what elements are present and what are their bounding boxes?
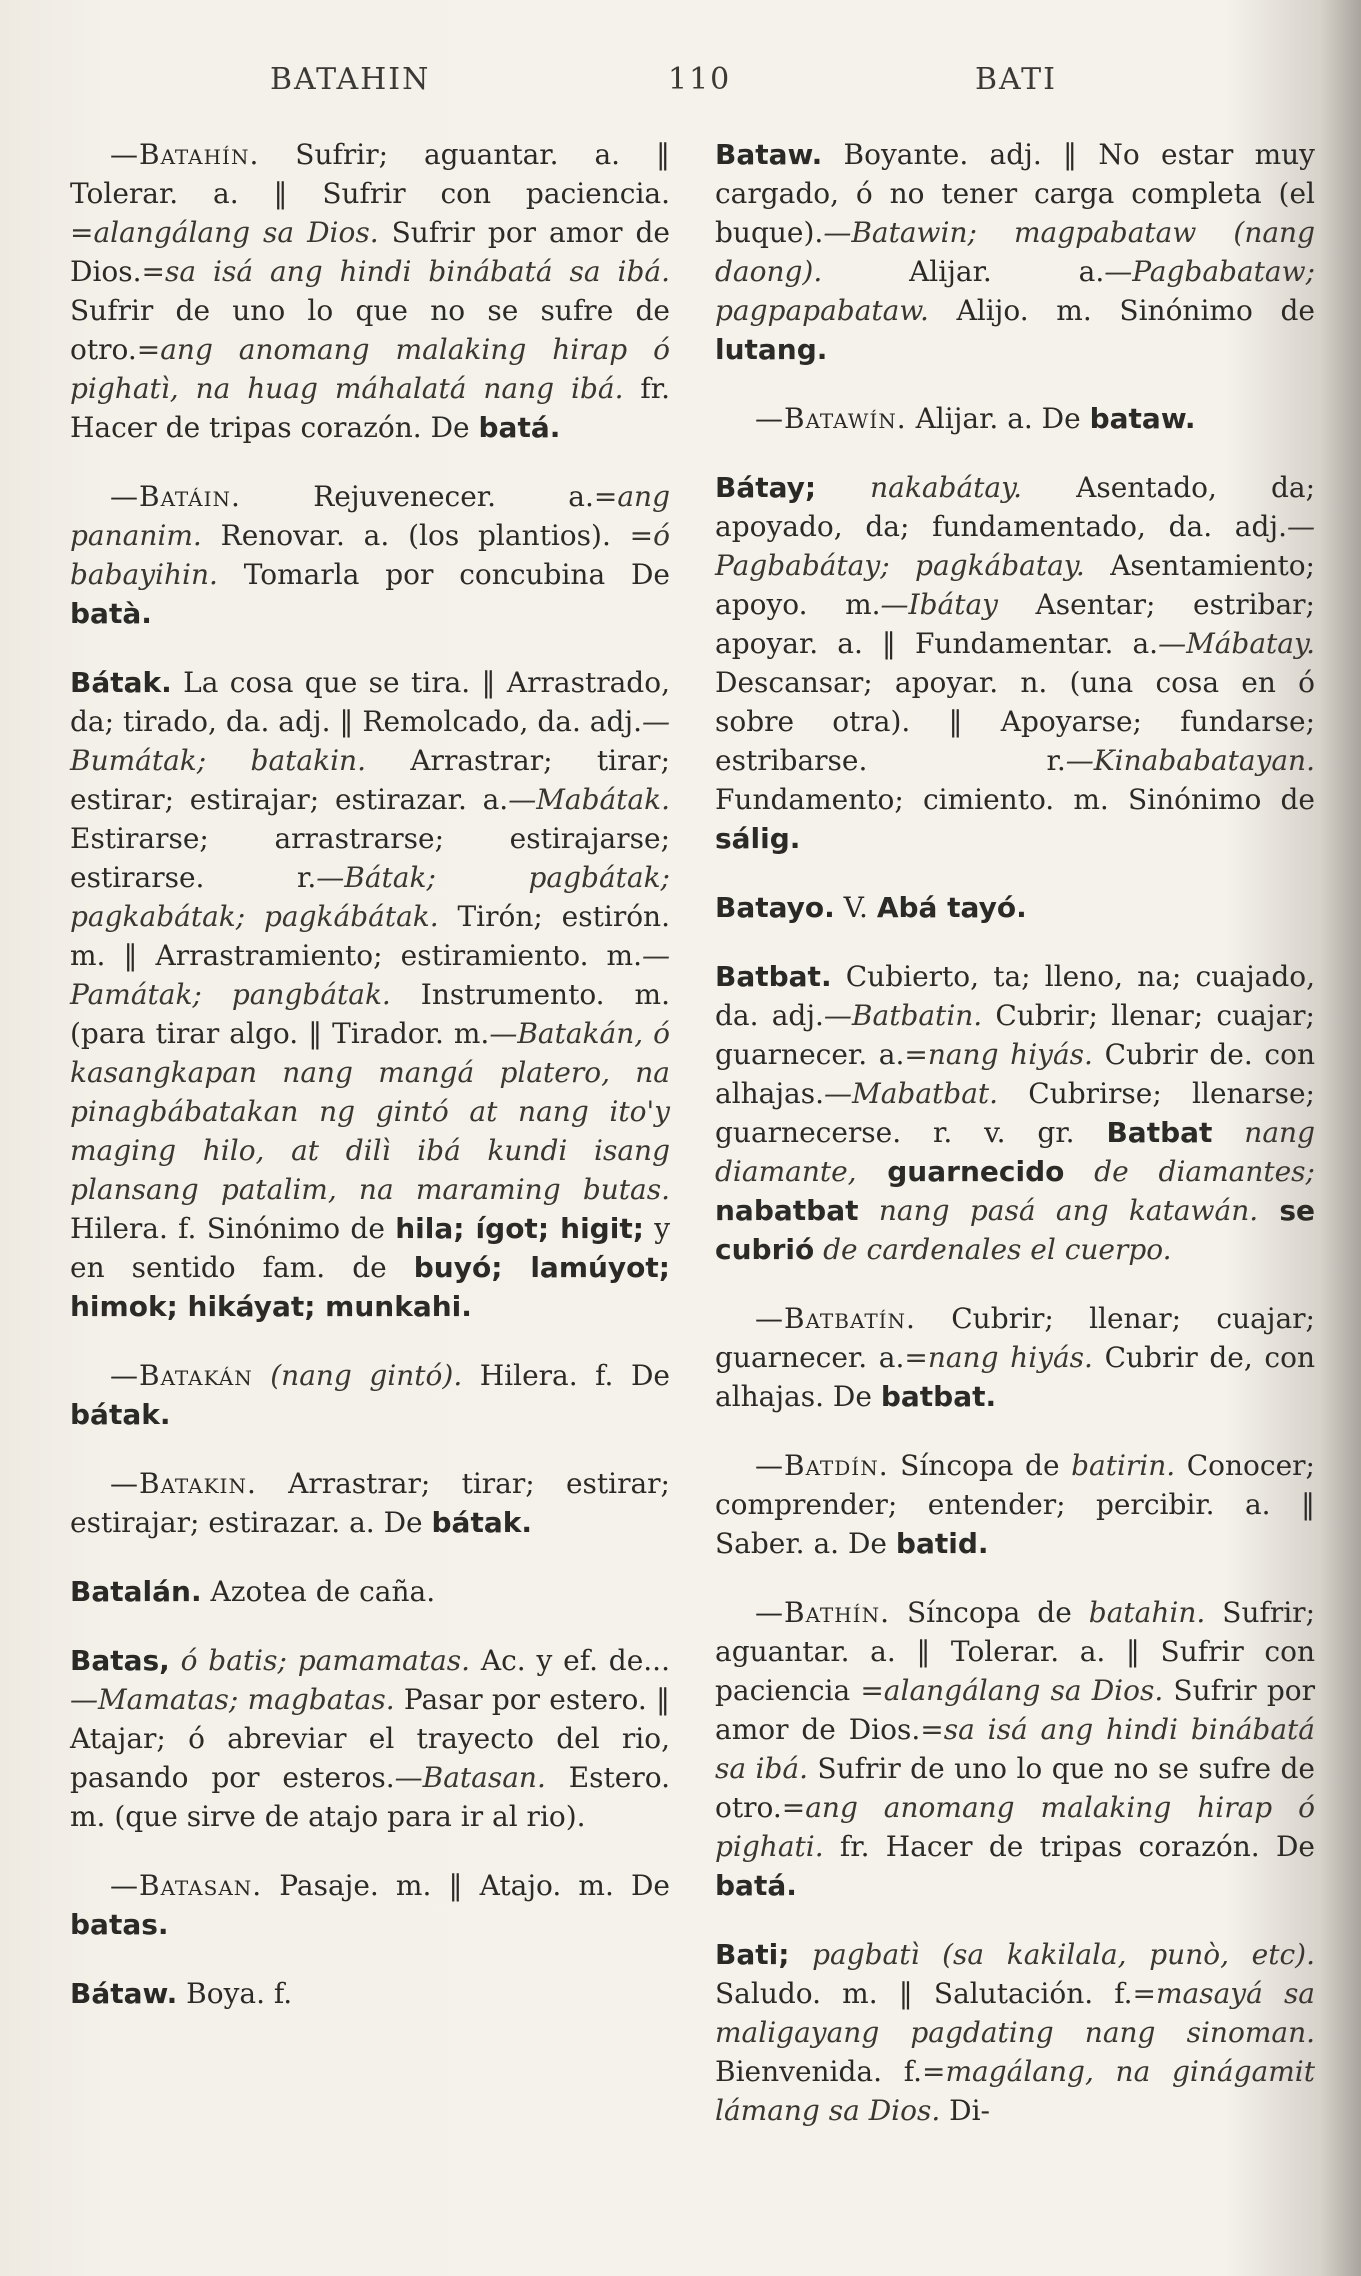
cross-reference: bátak. <box>431 1506 532 1539</box>
cross-reference: buyó; lamúyot; himok; hikáyat; munkahi. <box>70 1251 670 1323</box>
tagalog-example: =ang anomang malaking hirap ó pighati. <box>715 1791 1315 1863</box>
running-header-right: BATI <box>975 62 1057 97</box>
tagalog-example: —Mabátak. <box>508 783 670 816</box>
tagalog-example: =alangálang sa Dios. <box>860 1674 1164 1707</box>
tagalog-example: =masayá sa maligayang pagdating nang sinoman. <box>715 1977 1316 2049</box>
definition-text: Conocer; comprender; entender; percibir. a. ‖ Saber. a. De <box>715 1449 1315 1560</box>
definition-text: Cubrir de, con alhajas. De <box>715 1341 1315 1413</box>
tagalog-example: —Bumátak; batakin. <box>70 705 670 777</box>
cross-reference: batas. <box>70 1908 169 1941</box>
definition-text: y en sentido fam. de <box>70 1212 671 1284</box>
headword: Batbat. <box>715 960 832 993</box>
running-header-left: BATAHIN <box>270 62 431 97</box>
definition-text: Asentar; estribar; apoyar. a. ‖ Fundamentar. a. <box>715 588 1315 660</box>
definition-text: Asentamiento; apoyo. m. <box>715 549 1315 621</box>
tagalog-example: —Památak; pangbátak. <box>70 939 670 1011</box>
definition-text: Tomarla por concubina De <box>217 558 670 591</box>
dictionary-entry-batbatin <box>715 1299 1315 1416</box>
definition-text: Sufrir; aguantar. a. ‖ Tolerar. a. ‖ Sufrir con paciencia. <box>70 138 670 210</box>
left-column <box>70 135 670 2043</box>
definition-text: La cosa que se tira. ‖ Arrastrado, da; tirado, da. adj. ‖ Remolcado, da. adj. <box>70 666 670 738</box>
derived-headword: —Batakin. <box>110 1467 257 1500</box>
tagalog-example: =ang pananim. <box>70 480 670 552</box>
derived-headword: —Batawín. <box>755 402 907 435</box>
definition-text: Bienvenida. f. <box>715 2055 923 2088</box>
tagalog-example: —Pagbabátay; pagkábatay. <box>715 510 1315 582</box>
definition-text: Alijar. a. De <box>906 402 1090 435</box>
cross-reference: sálig. <box>715 822 801 855</box>
definition-text: Cubrir; llenar; cuajar; guarnecer. a. <box>715 1302 1315 1374</box>
definition-text: Boya. f. <box>177 1977 293 2010</box>
page-number: 110 <box>668 62 732 97</box>
definition-text: Arrastrar; tirar; estirar; estirajar; estirazar. a. De <box>70 1467 670 1539</box>
cross-reference: batá. <box>715 1869 797 1902</box>
dictionary-entry-bataw1 <box>70 1974 670 2013</box>
definition-text: Descansar; apoyar. n. (una cosa en ó sobre otra). ‖ Apoyarse; fundarse; estribarse. r. <box>715 666 1315 777</box>
tagalog-example: (nang gintó). <box>252 1359 463 1392</box>
definition-text: Rejuvenecer. a. <box>240 480 594 513</box>
derived-headword: —Batáin. <box>110 480 241 513</box>
tagalog-example: —Batbatin. <box>823 999 983 1032</box>
dictionary-entry-batbat <box>715 957 1315 1269</box>
derived-headword: —Batasan. <box>110 1869 263 1902</box>
tagalog-example: batirin. <box>1071 1449 1176 1482</box>
dictionary-entry-batawin <box>715 399 1315 438</box>
dictionary-entry-batayo <box>715 888 1315 927</box>
definition-text: Pasar por estero. ‖ Atajar; ó abreviar el trayecto del rio, pasando por esteros. <box>70 1683 670 1794</box>
tagalog-example: —Batasan. <box>394 1761 546 1794</box>
tagalog-example: ó batis; pamamatas. <box>169 1644 471 1677</box>
tagalog-example: —Kinababatayan. <box>1065 744 1315 777</box>
definition-text: Di- <box>940 2094 991 2127</box>
definition-text: fr. Hacer de tripas corazón. De <box>70 372 670 444</box>
derived-headword: —Batdín. <box>755 1449 889 1482</box>
tagalog-example: —Mabatbat. <box>824 1077 999 1110</box>
definition-text: Cubrirse; llenarse; guarnecerse. r. v. gr. <box>715 1077 1315 1149</box>
derived-headword: —Batahín. <box>110 138 260 171</box>
definition-text: Saludo. m. ‖ Salutación. f. <box>715 1977 1133 2010</box>
headword: Batayo. <box>715 891 835 924</box>
cross-reference: batá. <box>478 411 561 444</box>
tagalog-example: =ó babayihin. <box>70 519 670 591</box>
definition-text: Hilera. f. De <box>462 1359 670 1392</box>
headword: Bati; <box>715 1938 790 1971</box>
definition-text: Síncopa de <box>888 1449 1072 1482</box>
cross-reference: guarnecido <box>856 1155 1065 1188</box>
definition-text: Ac. y ef. de... <box>470 1644 670 1677</box>
tagalog-example: nakabátay. <box>816 471 1023 504</box>
dictionary-entry-bati <box>715 1935 1315 2130</box>
dictionary-entry-bathin <box>715 1593 1315 1905</box>
cross-reference: bataw. <box>1089 402 1196 435</box>
definition-text: Síncopa de <box>890 1596 1089 1629</box>
headword: Batas, <box>70 1644 170 1677</box>
tagalog-example: =sa isá ang hindi binábatá sa ibá. <box>715 1713 1315 1785</box>
tagalog-example: pagbatì (sa kakilala, punò, etc). <box>789 1938 1315 1971</box>
right-column <box>715 135 1315 2160</box>
cross-reference: Abá tayó. <box>876 891 1027 924</box>
tagalog-example: de diamantes; <box>1064 1155 1315 1188</box>
tagalog-example: =alangálang sa Dios. <box>70 216 379 249</box>
definition-text: Boyante. adj. ‖ No estar muy cargado, ó no tener carga completa (el buque). <box>715 138 1315 249</box>
definition-text: Cubrir; llenar; cuajar; guarnecer. a. <box>715 999 1315 1071</box>
definition-text: fr. Hacer de tripas corazón. De <box>823 1830 1315 1863</box>
tagalog-example: nang pasá ang katawán. <box>858 1194 1259 1227</box>
tagalog-example: —Bátak; pagbátak; pagkabátak; pagkábátak. <box>70 861 670 933</box>
tagalog-example: —Pagbabataw; pagpapabataw. <box>715 255 1315 327</box>
tagalog-example: —Mamatas; magbatas. <box>70 1683 395 1716</box>
definition-text: Sufrir por amor de Dios. <box>715 1674 1315 1746</box>
cross-reference: batid. <box>895 1527 989 1560</box>
headword: Bátak. <box>70 666 172 699</box>
tagalog-example: —Batawin; magpabataw (nang daong). <box>715 216 1315 288</box>
derived-headword: —Bathín. <box>755 1596 891 1629</box>
headword: Bataw. <box>715 138 823 171</box>
tagalog-example: de cardenales el cuerpo. <box>814 1233 1172 1266</box>
headword: Bátaw. <box>70 1977 178 2010</box>
tagalog-example: =nang hiyás. <box>904 1341 1093 1374</box>
definition-text: Cubierto, ta; lleno, na; cuajado, da. adj. <box>715 960 1315 1032</box>
tagalog-example: —Batakán, ó kasangkapan nang mangá platero, na pinagbábatakan ng gintó at nang ito'y maging hilo, at dilì ibá kundi isang plansang patalim, na maraming butas. <box>70 1017 671 1206</box>
definition-text: Instrumento. m. (para tirar algo. ‖ Tirador. m. <box>70 978 670 1050</box>
dictionary-entry-batdin <box>715 1446 1315 1563</box>
cross-reference: se cubrió <box>715 1194 1315 1266</box>
tagalog-example: batahin. <box>1088 1596 1206 1629</box>
definition-text: Sufrir por amor de Dios. <box>70 216 670 288</box>
tagalog-example: —Mábatay. <box>1158 627 1315 660</box>
definition-text: Fundamento; cimiento. m. Sinónimo de <box>715 783 1315 816</box>
headword: Bátay; <box>715 471 817 504</box>
definition-text: Arrastrar; tirar; estirar; estirajar; estirazar. a. <box>70 744 670 816</box>
tagalog-example: —Ibátay <box>880 588 998 621</box>
definition-text: Hilera. f. Sinónimo de <box>70 1212 396 1245</box>
tagalog-example: =ang anomang malaking hirap ó pighatì, na huag máhalatá nang ibá. <box>70 333 670 405</box>
tagalog-example: =sa isá ang hindi binábatá sa ibá. <box>141 255 670 288</box>
definition-text: Estero. m. (que sirve de atajo para ir al rio). <box>70 1761 670 1833</box>
cross-reference: nabatbat <box>715 1194 859 1227</box>
headword: Batalán. <box>70 1575 202 1608</box>
dictionary-entry-batay <box>715 468 1315 858</box>
definition-text: Alijo. m. Sinónimo de <box>928 294 1315 327</box>
definition-text: Azotea de caña. <box>201 1575 436 1608</box>
dictionary-entry-bataw2 <box>715 135 1315 369</box>
cross-reference: bátak. <box>70 1398 171 1431</box>
dictionary-entry-batalan <box>70 1572 670 1611</box>
derived-headword: —Batbatín. <box>755 1302 916 1335</box>
cross-reference: lutang. <box>715 333 828 366</box>
definition-text: Asentado, da; apoyado, da; fundamentado, da. adj. <box>715 471 1316 543</box>
definition-text: Estirarse; arrastrarse; estirajarse; estirarse. r. <box>70 822 670 894</box>
tagalog-example: =nang hiyás. <box>904 1038 1093 1071</box>
dictionary-entry-batas <box>70 1641 670 1836</box>
dictionary-entry-batahin <box>70 135 670 447</box>
tagalog-example: nang diamante, <box>715 1116 1315 1188</box>
definition-text: Sufrir de uno lo que no se sufre de otro. <box>715 1752 1316 1824</box>
definition-text: Sufrir de uno lo que no se sufre de otro. <box>70 294 670 366</box>
cross-reference: batà. <box>70 597 152 630</box>
definition-text: Tirón; estirón. m. ‖ Arrastramiento; estiramiento. m. <box>70 900 670 972</box>
definition-text: V. <box>834 891 877 924</box>
definition-text: Renovar. a. (los plantios). <box>201 519 630 552</box>
tagalog-example: =magálang, na ginágamit lámang sa Dios. <box>715 2055 1315 2127</box>
cross-reference: hila; ígot; higit; <box>395 1212 644 1245</box>
dictionary-entry-batakan <box>70 1356 670 1434</box>
dictionary-entry-batasan <box>70 1866 670 1944</box>
cross-reference: Batbat <box>1106 1116 1213 1149</box>
derived-headword: —Batakán <box>110 1359 253 1392</box>
dictionary-entry-bataan <box>70 477 670 633</box>
cross-reference: batbat. <box>880 1380 997 1413</box>
definition-text: Alijar. a. <box>822 255 1105 288</box>
definition-text: Cubrir de. con alhajas. <box>715 1038 1315 1110</box>
dictionary-entry-batak <box>70 663 670 1326</box>
definition-text: Pasaje. m. ‖ Atajo. m. De <box>262 1869 670 1902</box>
definition-text: Sufrir; aguantar. a. ‖ Tolerar. a. ‖ Sufrir con paciencia <box>715 1596 1315 1707</box>
dictionary-entry-batakin <box>70 1464 670 1542</box>
